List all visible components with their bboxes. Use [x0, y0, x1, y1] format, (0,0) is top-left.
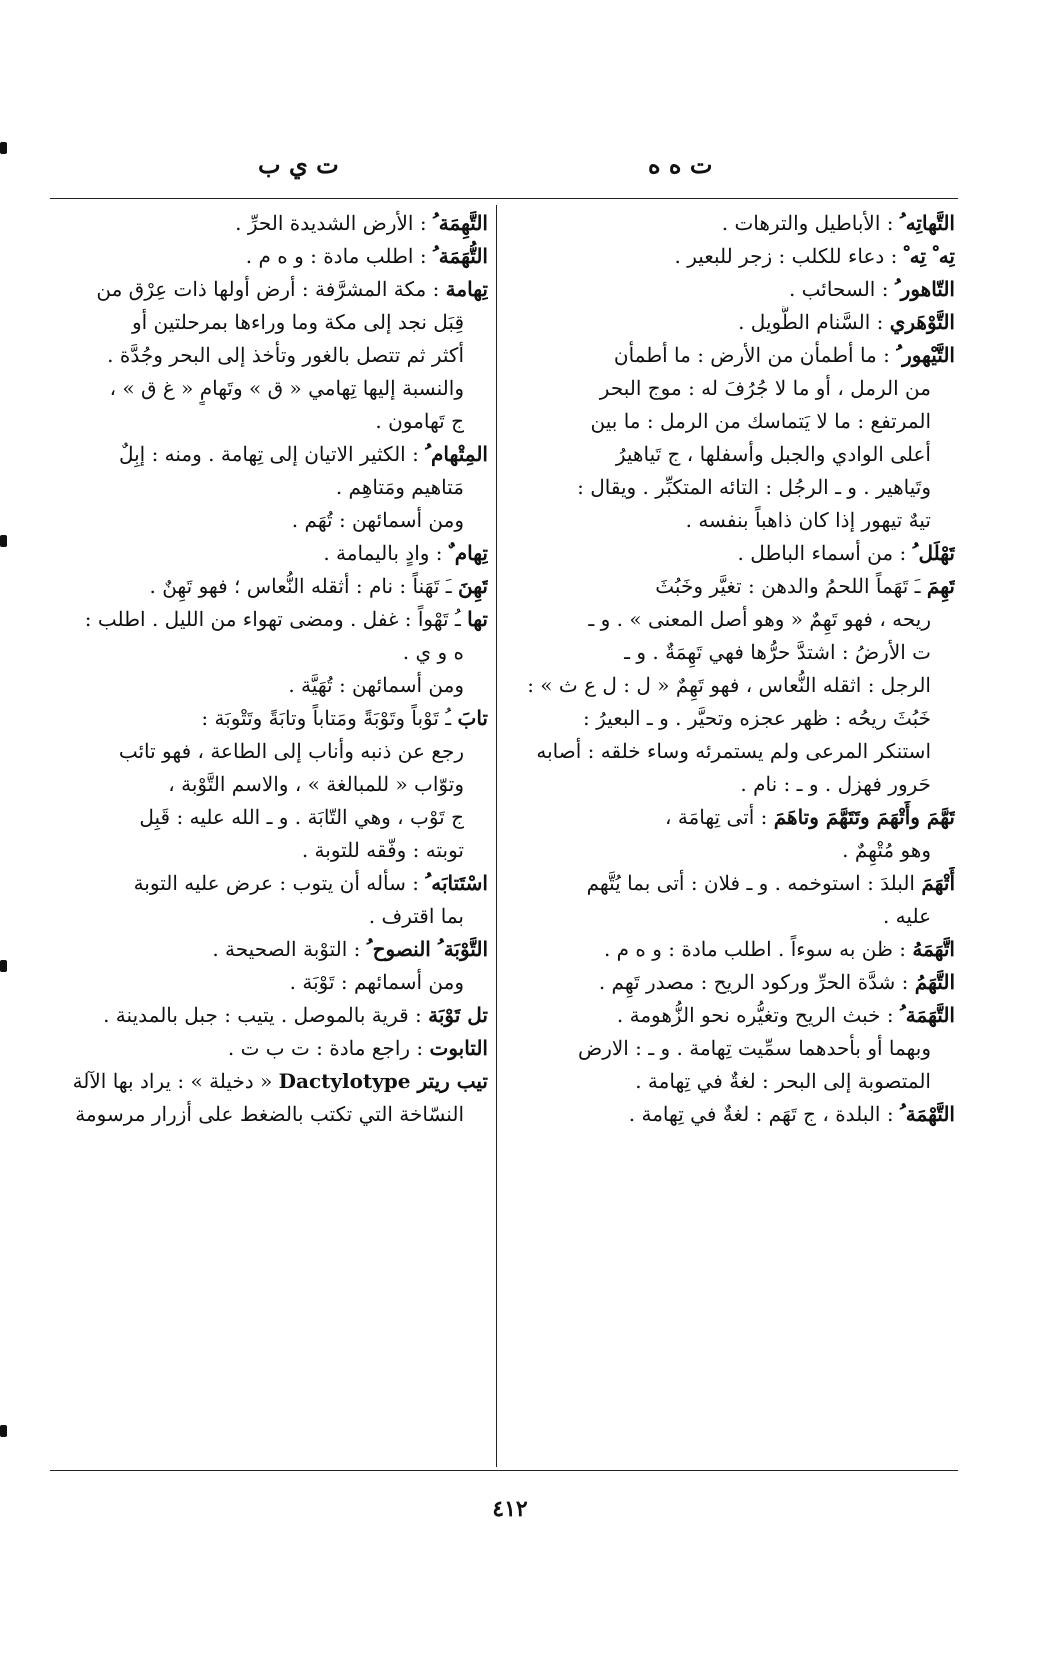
definition-text: ج تَوْب ، وهي التّابَة . و ـ الله عليه : قَبِل [139, 805, 464, 829]
definition-text: رجع عن ذنبه وأناب إلى الطاعة ، فهو تائب [118, 739, 464, 763]
definition-text: : وادٍ باليمامة . [323, 541, 449, 565]
dictionary-line [517, 339, 955, 372]
headword: تابَ [457, 706, 488, 730]
definition-text: قِبَل نجد إلى مكة وما وراءها بمرحلتين أو [131, 310, 464, 334]
dictionary-line [517, 801, 955, 834]
definition-text: : البلدة ، ج تَهَم : لغةٌ في تِهامة . [628, 1102, 900, 1126]
headword: التَّوْهَري [889, 310, 955, 334]
definition-text: الرجل : اثقله النُّعاس ، فهو تَهِمٌ « ل : ل ع ث » : [527, 673, 931, 697]
definition-text: ومن أسمائهن : تُهَيَّة . [288, 673, 464, 697]
definition-text: استنكر المرعى ولم يستمرئه وساء خلقه : أصابه [536, 739, 931, 763]
definition-text: المرتفع : ما لا يَتماسك من الرمل : ما بين [590, 409, 931, 433]
definition-text: « دخيلة » : يراد بها الآلة [72, 1069, 279, 1093]
dictionary-line [517, 834, 955, 867]
definition-text: البلدَ : استوخمه . و ـ فلان : أتى بما يُتَّهم [586, 871, 922, 895]
definition-text: ومن أسمائهم : تَوْبَة . [289, 970, 464, 994]
dictionary-line [50, 1098, 488, 1131]
dictionary-line [50, 339, 488, 372]
dictionary-line [517, 240, 955, 273]
dictionary-line [50, 735, 488, 768]
headword: التَّيْهور ُ [896, 343, 955, 367]
scan-edge-mark [0, 142, 7, 154]
headword: التَّهِمَة ُ [432, 211, 488, 235]
definition-text: : قرية بالموصل . يتيب : جبل بالمدينة . [103, 1003, 429, 1027]
dictionary-line [517, 966, 955, 999]
definition-text: : الأرض الشديدة الحرِّ . [235, 211, 433, 235]
definition-text: وتوّاب « للمبالغة » ، والاسم التَّوْبة ، [168, 772, 464, 796]
definition-text: النسّاخة التي تكتب بالضغط على أزرار مرسومة [75, 1102, 464, 1126]
definition-text: خَبُثَ ريحُه : ظهر عجزه وتحيَّر . و ـ البعيرُ : [583, 706, 931, 730]
definition-text: من الرمل ، أو ما لا جُرُفَ له : موج البحر [599, 376, 931, 400]
dictionary-line [50, 900, 488, 933]
page-number: ٤١٢ [492, 1496, 528, 1522]
definition-text: أكثر ثم تتصل بالغور وتأخذ إلى البحر وجُدَّة . [107, 343, 464, 367]
dictionary-line [517, 273, 955, 306]
definition-text: : مكة المشرَّفة : أرض أولها ذات عِرْق من [96, 277, 446, 301]
dictionary-line [50, 768, 488, 801]
dictionary-line [50, 702, 488, 735]
definition-text: ـَ تَهَناً : نام : أثقله النُّعاس ؛ فهو تَهِنٌ . [149, 574, 458, 598]
dictionary-line [517, 1032, 955, 1065]
definition-text: : شدَّة الحرِّ وركود الريح : مصدر تَهِم . [598, 970, 915, 994]
definition-text: والنسبة إليها تِهامي « ق » وتَهامٍ « غ ق » ، [109, 376, 464, 400]
dictionary-line [50, 636, 488, 669]
running-header-left: ت ي ب [258, 150, 339, 179]
dictionary-line [50, 306, 488, 339]
headword: اسْتَتابَه ُ [425, 871, 488, 895]
dictionary-line [517, 1098, 955, 1131]
headword: أَتْهَمَ [921, 871, 955, 895]
dictionary-line [50, 570, 488, 603]
definition-text: ومن أسمائهن : تُهَم . [291, 508, 464, 532]
dictionary-line [517, 471, 955, 504]
dictionary-line [50, 207, 488, 240]
dictionary-line [517, 900, 955, 933]
dictionary-line [50, 801, 488, 834]
headword: التابوت [429, 1036, 488, 1060]
dictionary-line [50, 834, 488, 867]
definition-text: : السحائب . [788, 277, 895, 301]
headword: التَّوْبَة ُ النصوح ُ [366, 937, 488, 961]
dictionary-line [50, 372, 488, 405]
definition-text: ـُ تَهْواً : غفل . ومضى تهواء من الليل . اطلب : [84, 607, 468, 631]
dictionary-line [50, 438, 488, 471]
definition-text: : دعاء للكلب : زجر للبعير . [674, 244, 904, 268]
footer-rule [50, 1470, 958, 1471]
definition-text: : التوْبة الصحيحة . [212, 937, 367, 961]
definition-text: : ظن به سوءاً . اطلب مادة : و ه م . [603, 937, 913, 961]
definition-text: : السَّنام الطَّويل . [738, 310, 890, 334]
dictionary-line [517, 207, 955, 240]
dictionary-line [50, 603, 488, 636]
dictionary-line [517, 438, 955, 471]
headword: تِه ْ تِه ْ [903, 244, 955, 268]
definition-text: : خبث الريح وتغيُّره نحو الزُّهومة . [616, 1003, 900, 1027]
headword: تيب ريتر Dactylotype [278, 1069, 488, 1093]
dictionary-line [517, 999, 955, 1032]
definition-text: : أتى تِهامَة ، [665, 805, 774, 829]
definition-text: عليه . [882, 904, 931, 928]
definition-text: ه و ي . [402, 640, 464, 664]
definition-text: : الأباطيل والترهات . [721, 211, 900, 235]
headword: التّاهور ُ [894, 277, 955, 301]
scan-edge-mark [0, 960, 7, 972]
dictionary-line [50, 1032, 488, 1065]
dictionary-line [517, 306, 955, 339]
dictionary-line [517, 603, 955, 636]
running-header-right: ت ه ه [648, 150, 713, 179]
definition-text: وتَياهير . و ـ الرجُل : التائه المتكبِّر . ويقال : [577, 475, 931, 499]
dictionary-line [517, 636, 955, 669]
dictionary-line [517, 405, 955, 438]
dictionary-line [50, 1065, 488, 1098]
dictionary-line [517, 702, 955, 735]
definition-text: وهو مُتْهِمٌ . [842, 838, 931, 862]
dictionary-line [50, 240, 488, 273]
definition-text: وبهما أو بأحدهما سمِّيت تِهامة . و ـ : الارض [578, 1036, 931, 1060]
headword: المِتْهام ُ [425, 442, 488, 466]
dictionary-line [50, 471, 488, 504]
dictionary-line [50, 405, 488, 438]
headword: تِهام ٌ [448, 541, 488, 565]
dictionary-line [517, 1065, 955, 1098]
headword: التَّهْمَة ُ [899, 1102, 955, 1126]
left-column [50, 207, 488, 1131]
dictionary-line [517, 504, 955, 537]
headword: اتَّهَمَهُ [912, 937, 955, 961]
scan-edge-mark [0, 1425, 7, 1437]
definition-text: بما اقترف . [368, 904, 464, 928]
header-rule [50, 198, 958, 199]
definition-text: ريحه ، فهو تَهِمٌ « وهو أصل المعنى » . و ـ [588, 607, 931, 631]
headword: تَهِمَ [926, 574, 955, 598]
definition-text: أعلى الوادي والجبل وأسفلها ، ج تَياهيرُ [615, 442, 931, 466]
definition-text: ج تَهامون . [375, 409, 464, 433]
dictionary-line [50, 933, 488, 966]
dictionary-line [517, 735, 955, 768]
dictionary-line [50, 867, 488, 900]
definition-text: : الكثير الاتيان إلى تِهامة . ومنه : إبِلٌ [118, 442, 426, 466]
headword: تَهْلَل ُ [912, 541, 955, 565]
definition-text: توبته : وفّقه للتوبة . [301, 838, 464, 862]
definition-text: : سأله أن يتوب : عرض عليه التوبة [133, 871, 426, 895]
definition-text: حَرور فهزل . و ـ : نام . [740, 772, 931, 796]
headword: تَهِنَ [457, 574, 488, 598]
dictionary-line [517, 570, 955, 603]
dictionary-line [50, 273, 488, 306]
dictionary-line [50, 999, 488, 1032]
definition-text: : اطلب مادة : و ه م . [245, 244, 433, 268]
dictionary-line [517, 537, 955, 570]
headword: تل تَوْبَة [428, 1003, 488, 1027]
dictionary-line [517, 867, 955, 900]
column-divider [496, 205, 497, 1467]
dictionary-line [50, 669, 488, 702]
dictionary-line [50, 504, 488, 537]
headword: التَّهاتِه ُ [899, 211, 955, 235]
definition-text: ـُ تَوْباً وتَوْبَةً ومَتاباً وتابَةً وتَتْوبَة : [201, 706, 458, 730]
definition-text: مَتاهيم ومَتاهِم . [335, 475, 464, 499]
dictionary-line [50, 966, 488, 999]
headword: التَّهَمَة ُ [899, 1003, 955, 1027]
headword: تَهَّمَ وأَتْهَمَ وتَتَهَّمَ وتاهَمَ [773, 805, 955, 829]
dictionary-line [50, 537, 488, 570]
headword: التَّهَمُ [914, 970, 955, 994]
definition-text: تيهٌ تيهور إذا كان ذاهباً بنفسه . [685, 508, 931, 532]
definition-text: المتصوبة إلى البحر : لغةٌ في تِهامة . [635, 1069, 931, 1093]
definition-text: : ما أطمأن من الأرض : ما أطمأن [613, 343, 897, 367]
dictionary-line [517, 933, 955, 966]
scan-edge-mark [0, 535, 7, 547]
dictionary-line [517, 768, 955, 801]
definition-text: : راجع مادة : ت ب ت . [227, 1036, 430, 1060]
headword: تِهامة [445, 277, 488, 301]
dictionary-line [517, 669, 955, 702]
right-column [517, 207, 955, 1131]
definition-text: ـَ تَهَماً اللحمُ والدهن : تغيَّر وخَبُثَ [655, 574, 927, 598]
headword: التُّهَمَة ُ [432, 244, 488, 268]
headword: تها [467, 607, 488, 631]
dictionary-line [517, 372, 955, 405]
definition-text: ت الأرضُ : اشتدَّ حرُّها فهي تَهِمَةٌ . و ـ [624, 640, 931, 664]
definition-text: : من أسماء الباطل . [737, 541, 913, 565]
